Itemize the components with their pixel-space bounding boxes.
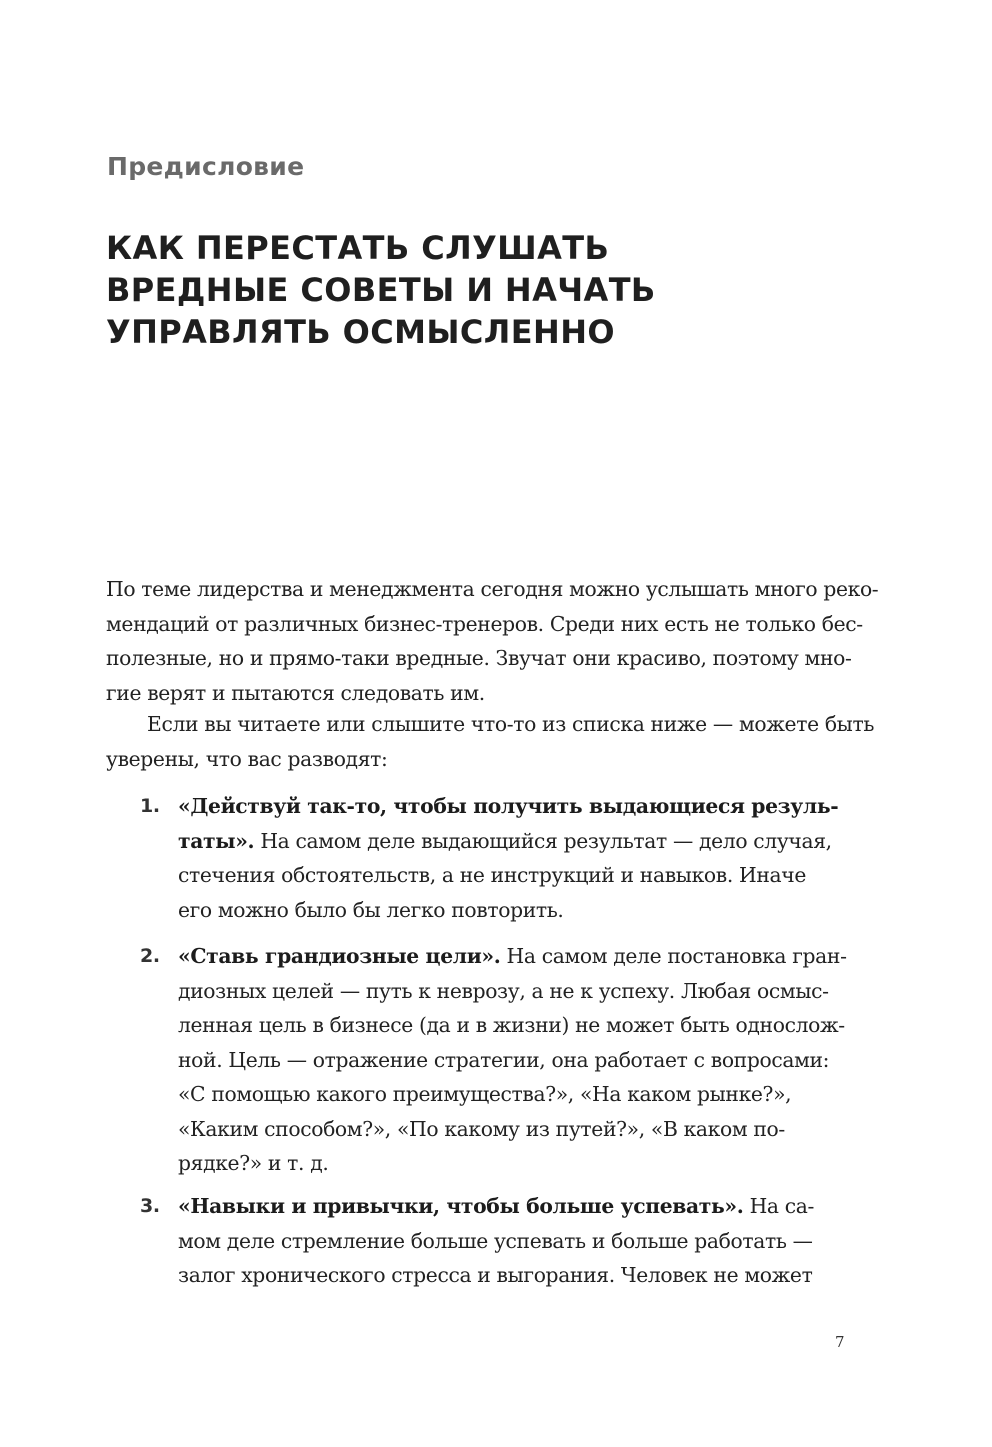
list-item-body bbox=[178, 1189, 868, 1293]
intro-paragraph-2 bbox=[106, 707, 875, 776]
bold-phrase: «Ставь грандиозные цели». bbox=[178, 944, 501, 968]
list-number: 2. bbox=[140, 945, 160, 967]
chapter-title bbox=[106, 227, 886, 353]
text-line: По теме лидерства и менеджмента сегодня можно услышать много реко- bbox=[106, 577, 879, 601]
text-line: залог хронического стресса и выгорания. Человек не может bbox=[178, 1263, 813, 1287]
list-item-body bbox=[178, 789, 868, 927]
text-run: На самом деле выдающийся результат — дело случая, bbox=[254, 828, 832, 853]
text-line: «Каким способом?», «По какому из путей?», «В каком по- bbox=[178, 1116, 785, 1141]
text-line: уверены, что вас разводят: bbox=[106, 746, 388, 771]
text-run: На самом деле постановка гран- bbox=[500, 944, 847, 968]
text-line: мендаций от различных бизнес-тренеров. Среди них есть не только бес- bbox=[106, 611, 863, 636]
text-line: его можно было бы легко повторить. bbox=[178, 897, 564, 922]
page-number: 7 bbox=[835, 1333, 845, 1351]
section-label: Предисловие bbox=[107, 152, 305, 181]
text-line: гие верят и пытаются следовать им. bbox=[106, 680, 485, 705]
text-line bbox=[178, 824, 868, 859]
title-line: ВРЕДНЫЕ СОВЕТЫ И НАЧАТЬ bbox=[106, 271, 656, 309]
list-item-body bbox=[178, 939, 868, 1181]
text-line: ной. Цель — отражение стратегии, она работает с вопросами: bbox=[178, 1047, 830, 1072]
text-line bbox=[178, 939, 868, 974]
text-line: рядке?» и т. д. bbox=[178, 1151, 329, 1175]
text-line bbox=[178, 1189, 868, 1224]
intro-paragraph-1 bbox=[106, 572, 879, 710]
text-line bbox=[178, 789, 868, 824]
bold-phrase: «Навыки и привычки, чтобы больше успевать». bbox=[178, 1194, 744, 1218]
text-line: «С помощью какого преимущества?», «На каком рынке?», bbox=[178, 1082, 792, 1106]
bold-phrase: таты». bbox=[178, 828, 255, 853]
list-number: 1. bbox=[140, 795, 160, 817]
text-line: Если вы читаете или слышите что-то из списка ниже — можете быть bbox=[147, 712, 875, 736]
bold-phrase: «Действуй так-то, чтобы получить выдающиеся резуль- bbox=[178, 794, 839, 818]
list-number: 3. bbox=[140, 1195, 160, 1217]
text-line: полезные, но и прямо-таки вредные. Звучат они красиво, поэтому мно- bbox=[106, 646, 852, 670]
title-line: КАК ПЕРЕСТАТЬ СЛУШАТЬ bbox=[106, 229, 610, 267]
text-line: ленная цель в бизнесе (да и в жизни) не может быть однослож- bbox=[178, 1013, 845, 1037]
text-run: На са- bbox=[743, 1194, 815, 1218]
text-line: мом деле стремление больше успевать и больше работать — bbox=[178, 1228, 813, 1253]
text-line: стечения обстоятельств, а не инструкций и навыков. Иначе bbox=[178, 863, 806, 887]
title-line: УПРАВЛЯТЬ ОСМЫСЛЕННО bbox=[106, 313, 616, 351]
text-line: диозных целей — путь к неврозу, а не к успеху. Любая осмыс- bbox=[178, 978, 829, 1003]
